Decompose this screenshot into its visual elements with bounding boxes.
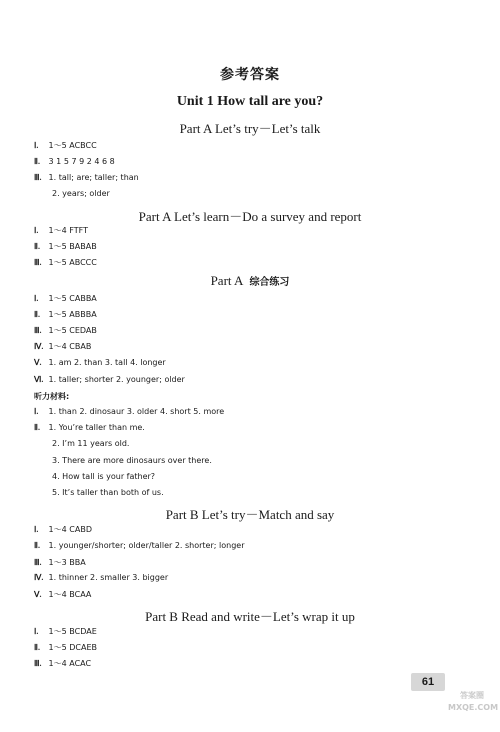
- answer-line: Ⅰ. 1～4 CABD: [34, 525, 92, 534]
- listening-line: 2. I’m 11 years old.: [52, 439, 130, 448]
- answer-line: Ⅳ. 1～4 CBAB: [34, 342, 92, 351]
- answer-line: Ⅳ. 1. thinner 2. smaller 3. bigger: [34, 573, 169, 582]
- answer-line: Ⅲ. 1～5 CEDAB: [34, 326, 97, 335]
- listening-line: 5. It’s taller than both of us.: [52, 488, 164, 497]
- answer-line: Ⅲ. 1～5 ABCCC: [34, 258, 97, 267]
- section-heading-cn: 综合练习: [249, 277, 290, 288]
- answer-line: Ⅱ. 3 1 5 7 9 2 4 6 8: [34, 157, 115, 166]
- answer-line: Ⅱ. 1～5 BABAB: [34, 242, 97, 251]
- answer-line: Ⅴ. 1. am 2. than 3. tall 4. longer: [34, 358, 166, 367]
- answer-line: Ⅰ. 1～5 BCDAE: [34, 627, 97, 636]
- answer-line: Ⅱ. 1～5 DCAEB: [34, 643, 98, 652]
- listening-line: Ⅱ. 1. You’re taller than me.: [34, 423, 145, 432]
- answer-line: 2. years; older: [52, 189, 110, 198]
- page-number: 61: [411, 673, 445, 691]
- listening-line: 3. There are more dinosaurs over there.: [52, 456, 212, 465]
- section-heading: Part A 综合练习: [210, 273, 290, 288]
- section-heading: Part A Let’s learn－Do a survey and report: [138, 209, 362, 224]
- watermark-logo: 答案圈 MXQE.COM: [448, 691, 499, 712]
- answer-line: Ⅲ. 1. tall; are; taller; than: [34, 173, 139, 182]
- answer-line: Ⅲ. 1～4 ACAC: [34, 659, 92, 668]
- answer-line: Ⅲ. 1～3 BBA: [34, 558, 86, 567]
- answer-line: Ⅱ. 1. younger/shorter; older/taller 2. shorter; longer: [34, 541, 245, 550]
- answer-line: Ⅵ. 1. taller; shorter 2. younger; older: [34, 375, 185, 384]
- page-title: 参考答案: [220, 67, 280, 83]
- section-heading: Part A Let’s try－Let’s talk: [179, 121, 321, 136]
- section-heading: Part B Let’s try－Match and say: [165, 507, 335, 522]
- answer-line: Ⅰ. 1～5 ACBCC: [34, 141, 97, 150]
- answer-line: Ⅴ. 1～4 BCAA: [34, 590, 92, 599]
- answer-line: Ⅰ. 1～4 FTFT: [34, 226, 88, 235]
- answer-line: Ⅱ. 1～5 ABBBA: [34, 310, 97, 319]
- listening-label: 听力材料:: [34, 392, 70, 401]
- unit-title: Unit 1 How tall are you?: [176, 94, 324, 109]
- listening-line: Ⅰ. 1. than 2. dinosaur 3. older 4. short 5. more: [34, 407, 225, 416]
- listening-line: 4. How tall is your father?: [52, 472, 156, 481]
- answer-line: Ⅰ. 1～5 CABBA: [34, 294, 97, 303]
- section-heading: Part B Read and write－Let’s wrap it up: [145, 609, 355, 624]
